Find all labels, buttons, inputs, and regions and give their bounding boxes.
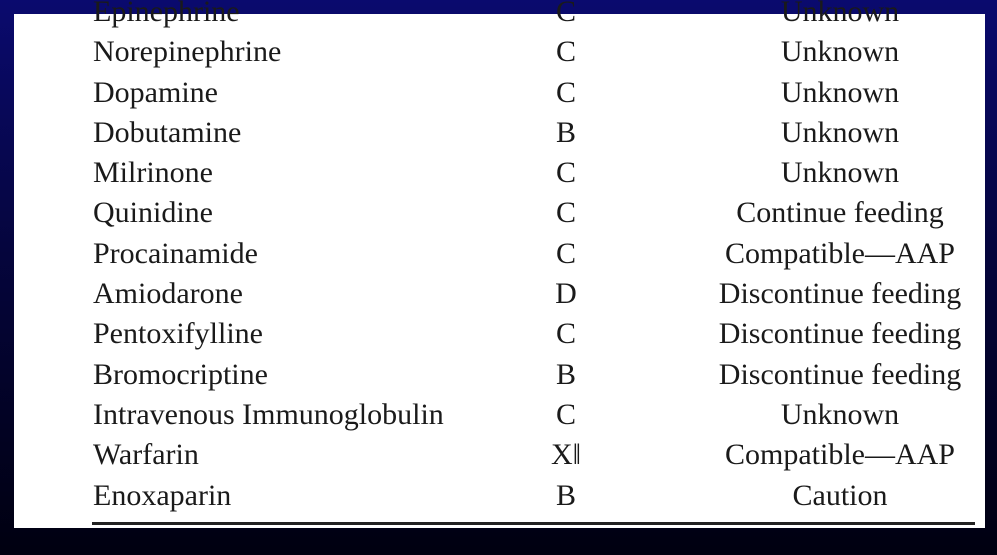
drug-name-cell: Quinidine — [93, 196, 213, 230]
pregnancy-category-cell: C — [555, 156, 576, 190]
pregnancy-category-cell: C — [555, 236, 576, 270]
drug-name-cell: Dopamine — [93, 75, 218, 109]
drug-name-cell: Pentoxifylline — [93, 317, 263, 351]
table-row — [14, 314, 985, 354]
table-row — [14, 193, 985, 233]
table-row — [14, 73, 985, 113]
pregnancy-category-cell: C — [555, 35, 576, 69]
lactation-cell: Compatible—AAP — [725, 236, 955, 270]
lactation-cell: Unknown — [780, 115, 900, 149]
pregnancy-category-cell: X‖ — [550, 438, 582, 472]
table-row — [14, 153, 985, 193]
drug-name-cell: Procainamide — [93, 236, 258, 270]
drug-name-cell: Bromocriptine — [93, 357, 268, 391]
pregnancy-category-cell: B — [555, 115, 576, 149]
table-bottom-rule — [92, 522, 975, 525]
pregnancy-category-cell: D — [555, 277, 577, 311]
lactation-cell: Unknown — [780, 156, 900, 190]
table-row — [14, 395, 985, 435]
drug-name-cell: Warfarin — [93, 438, 199, 472]
drug-name-cell: Dobutamine — [93, 115, 242, 149]
drug-name-cell: Milrinone — [93, 156, 213, 190]
lactation-cell: Discontinue feeding — [718, 357, 962, 391]
pregnancy-category-cell: C — [555, 196, 576, 230]
lactation-cell: Continue feeding — [736, 196, 944, 230]
table-row — [14, 113, 985, 153]
table-row — [14, 234, 985, 274]
lactation-cell: Discontinue feeding — [718, 317, 962, 351]
pregnancy-category-cell: C — [555, 0, 576, 28]
pregnancy-category-cell: C — [555, 317, 576, 351]
pregnancy-category-cell: C — [555, 397, 576, 431]
drug-table — [14, 0, 985, 516]
table-row — [14, 355, 985, 395]
lactation-cell: Unknown — [780, 75, 900, 109]
pregnancy-category-cell: B — [555, 357, 576, 391]
pregnancy-category-cell: C — [555, 75, 576, 109]
table-row — [14, 32, 985, 72]
lactation-cell: Discontinue feeding — [718, 277, 962, 311]
pregnancy-category-cell: B — [555, 478, 576, 512]
drug-name-cell: Norepinephrine — [93, 35, 282, 69]
slide-panel — [14, 0, 985, 528]
table-row — [14, 0, 985, 32]
drug-name-cell: Amiodarone — [93, 277, 243, 311]
lactation-cell: Unknown — [780, 0, 900, 28]
lactation-cell: Caution — [792, 478, 888, 512]
drug-name-cell: Intravenous Immunoglobulin — [93, 397, 444, 431]
drug-name-cell: Enoxaparin — [93, 478, 232, 512]
lactation-cell: Unknown — [780, 397, 900, 431]
table-row — [14, 274, 985, 314]
table-row — [14, 435, 985, 475]
lactation-cell: Unknown — [780, 35, 900, 69]
table-row — [14, 476, 985, 516]
lactation-cell: Compatible—AAP — [725, 438, 955, 472]
drug-name-cell: Epinephrine — [93, 0, 240, 28]
